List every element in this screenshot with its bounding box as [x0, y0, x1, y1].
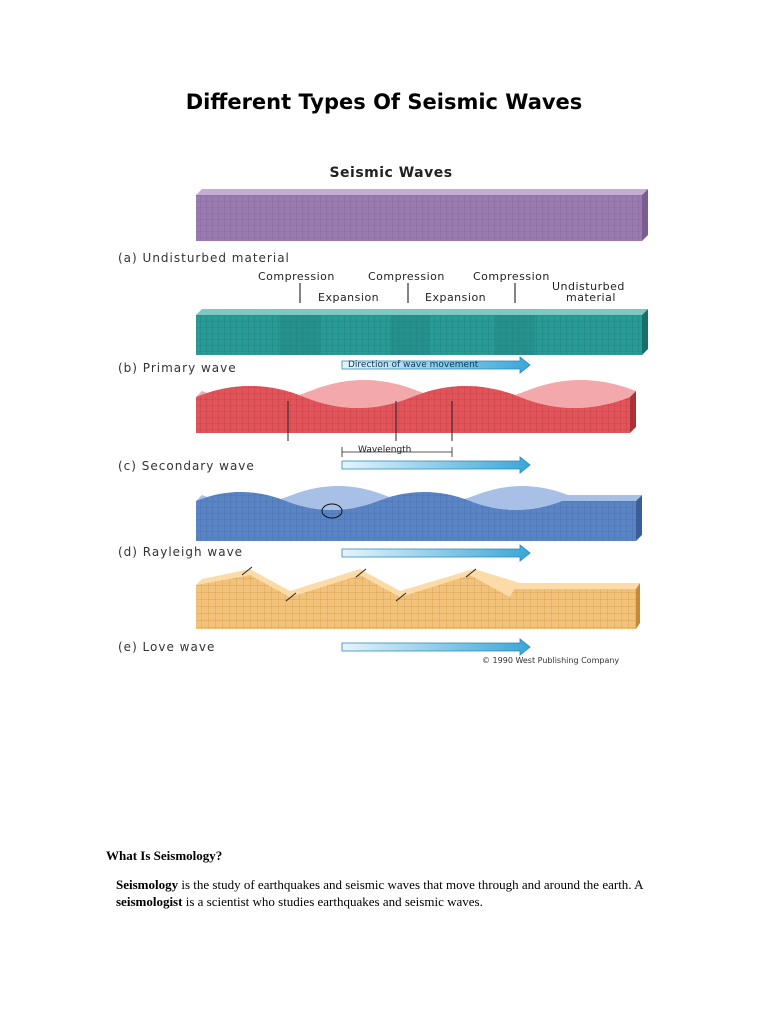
seismic-waves-figure [110, 165, 670, 675]
direction-label: Direction of wave movement [348, 360, 479, 370]
term-seismologist: seismologist [116, 894, 183, 909]
label-compression-2: Compression [368, 270, 445, 283]
label-undisturbed-1: Undisturbed [552, 280, 625, 293]
seismic-waves-diagram [110, 165, 670, 675]
section-heading: What Is Seismology? [106, 848, 223, 863]
copyright-notice: © 1990 West Publishing Company [482, 656, 620, 665]
direction-arrow-c [342, 457, 530, 473]
page-title: Different Types Of Seismic Waves [185, 90, 583, 114]
label-undisturbed-2: material [566, 291, 616, 304]
undisturbed-block [196, 189, 648, 241]
caption-primary: (b) Primary wave [118, 361, 237, 375]
love-wave-block [196, 567, 640, 629]
label-compression-3: Compression [473, 270, 550, 283]
caption-rayleigh: (d) Rayleigh wave [118, 545, 244, 559]
section-paragraph [116, 876, 696, 910]
caption-undisturbed: (a) Undisturbed material [118, 251, 290, 265]
caption-love: (e) Love wave [118, 640, 216, 654]
wavelength-label: Wavelength [358, 445, 412, 455]
label-compression-1: Compression [258, 270, 335, 283]
rayleigh-wave-block [196, 486, 642, 541]
secondary-wave-block [196, 380, 636, 441]
term-seismology: Seismology [116, 877, 179, 892]
direction-arrow-d [342, 545, 530, 561]
figure-title: Seismic Waves [329, 165, 453, 181]
direction-arrow-e [342, 639, 530, 655]
label-expansion-1: Expansion [318, 291, 380, 304]
label-expansion-2: Expansion [425, 291, 487, 304]
paragraph-text-1: is the study of earthquakes and seismic waves that move through and around the earth. A [178, 877, 643, 892]
paragraph-text-2: is a scientist who studies earthquakes and seismic waves. [182, 894, 483, 909]
caption-secondary: (c) Secondary wave [118, 459, 255, 473]
primary-wave-block [196, 309, 648, 355]
